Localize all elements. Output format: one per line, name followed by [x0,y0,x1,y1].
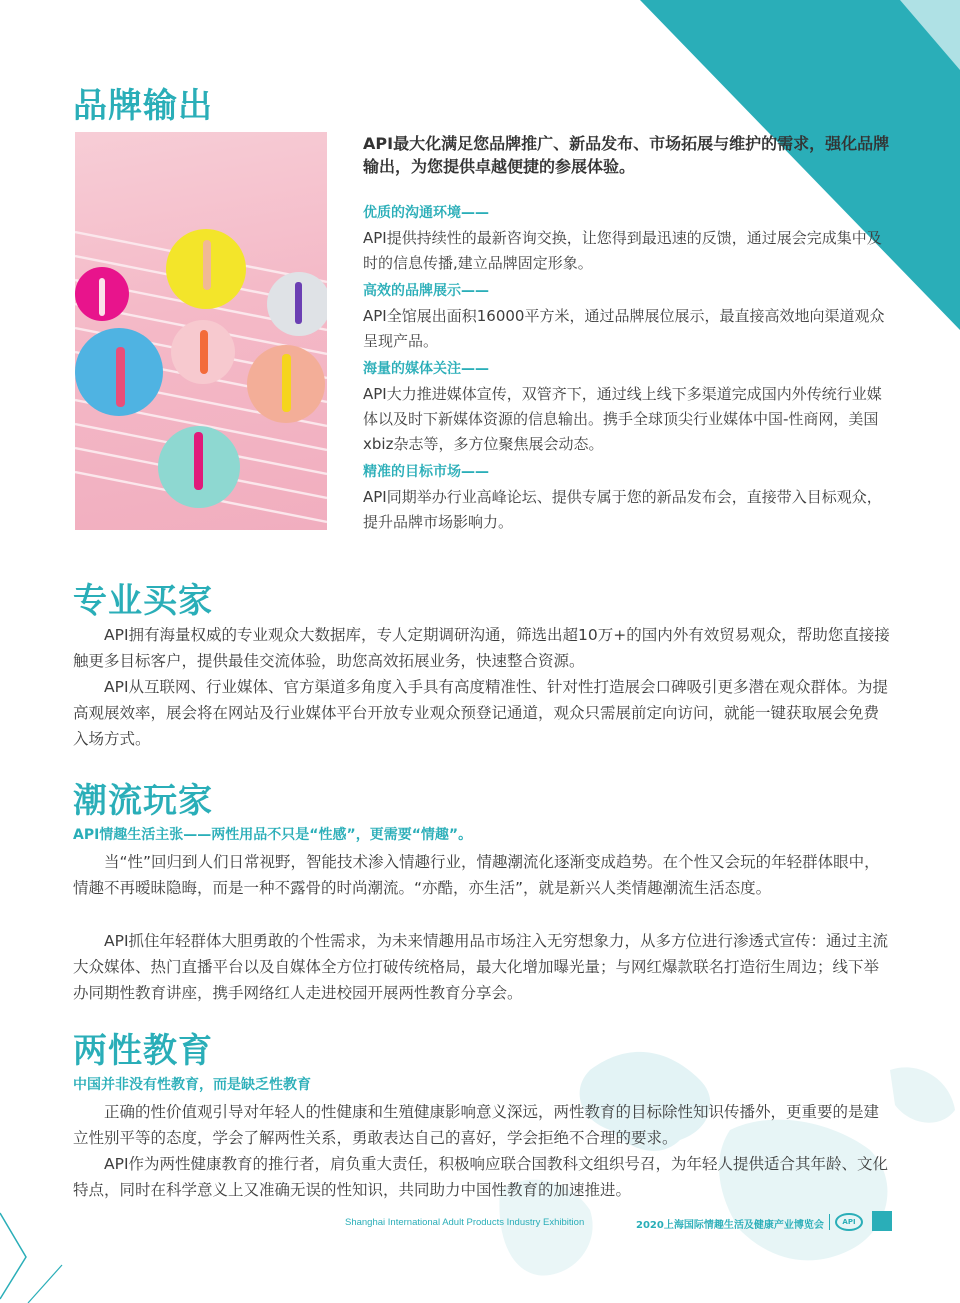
trend-subtitle: API情趣生活主张——两性用品不只是“性感”，更需要“情趣”。 [73,827,473,843]
education-subtitle: 中国并非没有性教育，而是缺乏性教育 [73,1077,311,1093]
footer-english-title: Shanghai International Adult Products Industry Exhibition [345,1217,585,1228]
brand-item-title: 高效的品牌展示—— [363,283,489,299]
logo-text: API [842,1218,856,1226]
brand-item-body: API同期举办行业高峰论坛、提供专属于您的新品发布会，直接带入目标观众，提升品牌市场影响力。 [363,488,882,531]
product-display-photo [75,132,327,530]
education-paragraph-2: API作为两性健康教育的推行者，肩负重大责任，积极响应联合国教科文组织号召，为年轻人提供适合其年龄、文化特点，同时在科学意义上又准确无误的性知识，共同助力中国性教育的加速推进。 [73,1155,889,1199]
buyers-paragraph-1: API拥有海量权威的专业观众大数据库，专人定期调研沟通，筛选出超10万+的国内外有效贸易观众，帮助您直接接触更多目标客户，提供最佳交流体验，助您高效拓展业务，快速整合资源。 [73,626,890,670]
brand-item-title: 海量的媒体关注—— [363,361,489,377]
section-title-education: 两性教育 [73,1031,213,1071]
corner-lines-decoration [0,1195,80,1303]
footer-square-decoration [872,1211,892,1231]
brand-lead: API最大化满足您品牌推广、新品发布、市场拓展与维护的需求，强化品牌输出，为您提供卓越便捷的参展体验。 [363,134,890,176]
section-title-trend: 潮流玩家 [73,781,213,821]
trend-paragraph-1: 当“性”回归到人们日常视野，智能技术渗入情趣行业，情趣潮流化逐渐变成趋势。在个性又会玩的年轻群体眼中，情趣不再暧昧隐晦，而是一种不露骨的时尚潮流。“亦酷，亦生活”，就是新兴人类情趣潮流生活态度。 [73,853,880,897]
section-title-buyers: 专业买家 [73,581,213,621]
section-title-brand: 品牌输出 [73,86,213,126]
brand-item-body: API全馆展出面积16000平方米，通过品牌展位展示，最直接高效地向渠道观众呈现产品。 [363,307,885,350]
footer-chinese-title: 2020上海国际情趣生活及健康产业博览会 [636,1220,824,1231]
brand-item-body: API提供持续性的最新咨询交换，让您得到最迅速的反馈，通过展会完成集中及时的信息传播,建立品牌固定形象。 [363,229,882,272]
brand-item-body: API大力推进媒体宣传，双管齐下，通过线上线下多渠道完成国内外传统行业媒体以及时下新媒体资源的信息输出。携手全球顶尖行业媒体中国-性商网，美国xbiz杂志等，多方位聚焦展会动态。 [363,385,882,453]
brand-text-block [363,132,893,537]
brand-item-title: 优质的沟通环境—— [363,205,489,221]
education-paragraph-1: 正确的性价值观引导对年轻人的性健康和生殖健康影响意义深远，两性教育的目标除性知识传播外，更重要的是建立性别平等的态度，学会了解两性关系，勇敢表达自己的喜好，学会拒绝不合理的要求。 [73,1103,880,1147]
api-expo-logo-icon [835,1213,863,1231]
brand-item-title: 精准的目标市场—— [363,464,489,480]
trend-paragraph-2: API抓住年轻群体大胆勇敢的个性需求，为未来情趣用品市场注入无穷想象力，从多方位进行渗透式宣传：通过主流大众媒体、热门直播平台以及自媒体全方位打破传统格局，最大化增加曝光量；与网红爆款联名打造衍生周边；线下举办同期性教育讲座，携手网络红人走进校园开展两性教育分享会。 [73,932,889,1002]
footer-divider [829,1214,830,1230]
buyers-paragraph-2: API从互联网、行业媒体、官方渠道多角度入手具有高度精准性、针对性打造展会口碑吸引更多潜在观众群体。为提高观展效率，展会将在网站及行业媒体平台开放专业观众预登记通道，观众只需展前定向访问，就能一键获取展会免费入场方式。 [73,678,889,748]
